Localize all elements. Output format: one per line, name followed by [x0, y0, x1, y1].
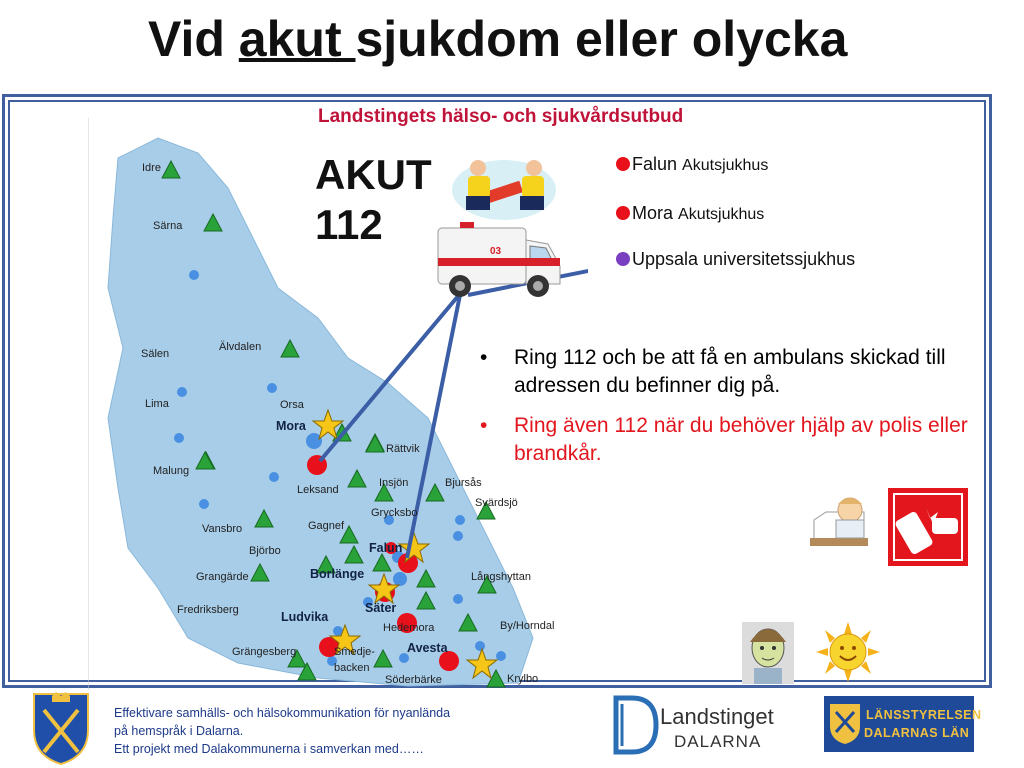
- person-face-icon: [742, 622, 794, 684]
- purple-dot-icon: [616, 252, 630, 266]
- map-label-borlange: Borlänge: [310, 567, 365, 581]
- map-label-insjon: Insjön: [379, 477, 409, 489]
- svg-text:03: 03: [490, 246, 502, 257]
- lansstyrelsen-line-2: DALARNAS LÄN: [864, 726, 970, 740]
- map-label-sarna: Särna: [153, 220, 183, 232]
- page-title: [148, 10, 847, 68]
- map-label-bjorbo: Björbo: [249, 545, 281, 557]
- map-label-soderbarke: Söderbärke: [385, 674, 442, 686]
- map-label-langshyttan: Långshyttan: [471, 571, 531, 583]
- footer-project-text: [114, 704, 450, 758]
- title-underlined: akut: [238, 11, 356, 67]
- red-dot-icon: [616, 157, 630, 171]
- ambulance-icon: [430, 218, 566, 304]
- footer-line-2: på hemspråk i Dalarna.: [114, 724, 244, 738]
- title-post: sjukdom eller olycka: [355, 11, 848, 67]
- map-label-ludvika: Ludvika: [281, 610, 329, 624]
- map-label-idre: Idre: [142, 162, 161, 174]
- instruction-item-2: • Ring även 112 när du behöver hjälp av polis eller brandkår.: [478, 412, 978, 468]
- map-label-krylbo: Krylbo: [507, 673, 539, 685]
- hospital-name: Uppsala universitetssjukhus: [632, 249, 856, 269]
- map-label-grycksbo: Grycksbo: [371, 507, 418, 519]
- footer-line-1: Effektivare samhälls- och hälsokommunikation för nyanlända: [114, 706, 451, 720]
- map-label-falun: Falun: [369, 541, 403, 555]
- landstinget-name: Landstinget: [660, 704, 774, 729]
- map-label-orsa: Orsa: [280, 399, 304, 411]
- map-label-rattvik: Rättvik: [386, 443, 420, 455]
- landstinget-sub: DALARNA: [674, 732, 762, 751]
- map-label-grangesberg: Grängesberg: [232, 646, 297, 658]
- map-label-byhorndal: By/Horndal: [500, 620, 555, 632]
- hospital-type: Akutsjukhus: [682, 157, 769, 174]
- map-label-vansbro: Vansbro: [202, 523, 243, 535]
- map-label-alvdalen: Älvdalen: [219, 341, 262, 353]
- map-label-smedjebacken-2: backen: [334, 662, 370, 674]
- footer-line-3: Ett projekt med Dalakommunerna i samverkan med……: [114, 742, 424, 756]
- map-label-salen: Sälen: [141, 348, 170, 360]
- hospital-uppsala: [616, 249, 855, 270]
- map-label-avesta: Avesta: [407, 641, 448, 655]
- smiling-sun-icon: [816, 622, 880, 682]
- map-label-smedjebacken-1: Smedje-: [334, 646, 375, 658]
- panel-title: Landstingets hälso- och sjukvårdsutbud: [318, 106, 684, 127]
- map-label-malung: Malung: [153, 465, 190, 477]
- map-label-grangarde: Grangärde: [196, 571, 249, 583]
- red-dot-icon: [616, 206, 630, 220]
- map-label-leksand: Leksand: [297, 484, 339, 496]
- instruction-item-1: • Ring 112 och be att få en ambulans skickad till adressen du befinner dig på.: [478, 344, 978, 400]
- instructions-list: [478, 344, 978, 480]
- lansstyrelsen-line-1: LÄNSSTYRELSEN: [866, 708, 982, 722]
- map-label-hedemora: Hedemora: [383, 622, 435, 634]
- akut-label: AKUT: [315, 151, 432, 198]
- map-label-mora: Mora: [276, 419, 306, 433]
- hospital-name: Falun: [632, 154, 678, 174]
- paramedics-icon: [448, 150, 560, 222]
- map-label-svardsjo: Svärdsjö: [475, 497, 518, 509]
- hospital-falun: [616, 154, 768, 175]
- map-label-bjursas: Bjursås: [445, 477, 482, 489]
- akut-number: 112: [315, 201, 383, 248]
- emergency-number: [315, 150, 432, 250]
- map-label-gagnef: Gagnef: [308, 520, 345, 532]
- hospital-name: Mora: [632, 203, 674, 223]
- sick-person-icon: [808, 490, 870, 550]
- hospital-type: Akutsjukhus: [678, 206, 765, 223]
- car-crash-icon: [888, 488, 968, 566]
- title-pre: Vid: [148, 11, 239, 67]
- map-label-sater: Säter: [365, 601, 397, 615]
- map-label-fredriksberg: Fredriksberg: [177, 604, 239, 616]
- lansstyrelsen-crest-icon: [828, 700, 862, 746]
- dalarna-coat-of-arms-icon: [30, 690, 92, 766]
- map-label-lima: Lima: [145, 398, 169, 410]
- hospital-mora: [616, 203, 764, 224]
